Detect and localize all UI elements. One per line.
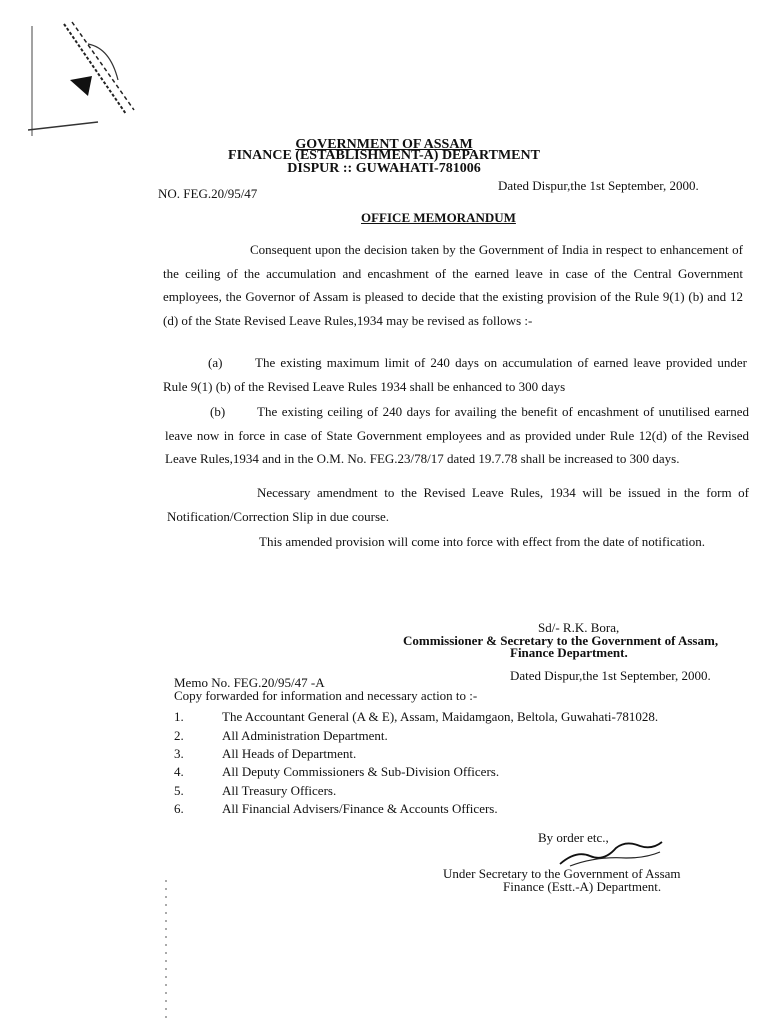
recipient-text: All Financial Advisers/Finance & Accounts Officers.: [222, 801, 498, 816]
recipient-number: 5.: [174, 783, 184, 798]
clause-a-text: The existing maximum limit of 240 days on accumulation of earned leave provided under Rule 9(1) (b) of the Revised Leave Rules 1934 shall be enhanced to 300 days: [163, 355, 747, 394]
memo-number: Memo No. FEG.20/95/47 -A: [174, 675, 325, 690]
recipient-item: [174, 783, 336, 799]
recipient-item: [174, 709, 658, 725]
copy-forwarded-line: Copy forwarded for information and necessary action to :-: [174, 688, 478, 703]
recipient-number: 2.: [174, 728, 184, 743]
signatory-department: Finance Department.: [510, 645, 628, 660]
header-address: DISPUR :: GUWAHATI-781006: [287, 161, 481, 176]
reference-number: NO. FEG.20/95/47: [158, 186, 258, 201]
clause-b-text: The existing ceiling of 240 days for availing the benefit of encashment of unutilised earned leave now in force in case of State Government employees and as provided under Rule 12(d) of the Revised Leave Rules,1934 and in the O.M. No. FEG.23/78/17 dated 19.7.78 shall be increased to 300 days.: [165, 404, 749, 466]
effect-paragraph: This amended provision will come into force with effect from the date of notification.: [259, 534, 705, 549]
memo-date: Dated Dispur,the 1st September, 2000.: [510, 668, 711, 683]
recipient-text: All Heads of Department.: [222, 746, 357, 761]
recipient-number: 4.: [174, 764, 184, 779]
recipient-text: All Administration Department.: [222, 728, 388, 743]
margin-line: [164, 880, 168, 1020]
recipient-number: 1.: [174, 709, 184, 724]
recipient-text: The Accountant General (A & E), Assam, Maidamgaon, Beltola, Guwahati-781028.: [222, 709, 659, 724]
amendment-paragraph: Necessary amendment to the Revised Leave Rules, 1934 will be issued in the form of Notification/Correction Slip in due course.: [167, 485, 749, 524]
signatory-name: Sd/- R.K. Bora,: [538, 620, 620, 635]
reference-date: Dated Dispur,the 1st September, 2000.: [498, 178, 699, 193]
header-department: FINANCE (ESTABLISHMENT-A) DEPARTMENT: [228, 148, 540, 163]
staple-mark: [28, 18, 148, 138]
intro-paragraph: Consequent upon the decision taken by the Government of India in respect to enhancement of the ceiling of the accumulation and encashment of the earned leave in case of the Central Government employees, the Governor of Assam is pleased to decide that the existing provision of the Rule 9(1) (b) and 12 (d) of the State Revised Leave Rules,1934 may be revised as follows :-: [163, 242, 743, 328]
clause-a-label: (a): [208, 355, 223, 370]
recipient-text: All Deputy Commissioners & Sub-Division Officers.: [222, 764, 500, 779]
recipient-number: 3.: [174, 746, 184, 761]
recipient-item: [174, 728, 388, 744]
by-order-line: By order etc.,: [538, 830, 609, 845]
recipient-item: [174, 801, 498, 817]
recipient-text: All Treasury Officers.: [222, 783, 337, 798]
under-secretary-designation: Under Secretary to the Government of Assam: [443, 866, 681, 881]
handwritten-signature: [556, 836, 666, 870]
recipient-item: [174, 746, 356, 762]
under-secretary-department: Finance (Estt.-A) Department.: [503, 879, 662, 894]
clause-b-label: (b): [210, 404, 226, 419]
header-govt: GOVERNMENT OF ASSAM: [295, 137, 473, 152]
signatory-designation: Commissioner & Secretary to the Government of Assam,: [403, 633, 719, 648]
clause-b: [165, 400, 749, 471]
recipient-item: [174, 764, 499, 780]
clause-a: [163, 351, 747, 398]
memo-title: OFFICE MEMORANDUM: [361, 210, 516, 225]
recipient-number: 6.: [174, 801, 184, 816]
